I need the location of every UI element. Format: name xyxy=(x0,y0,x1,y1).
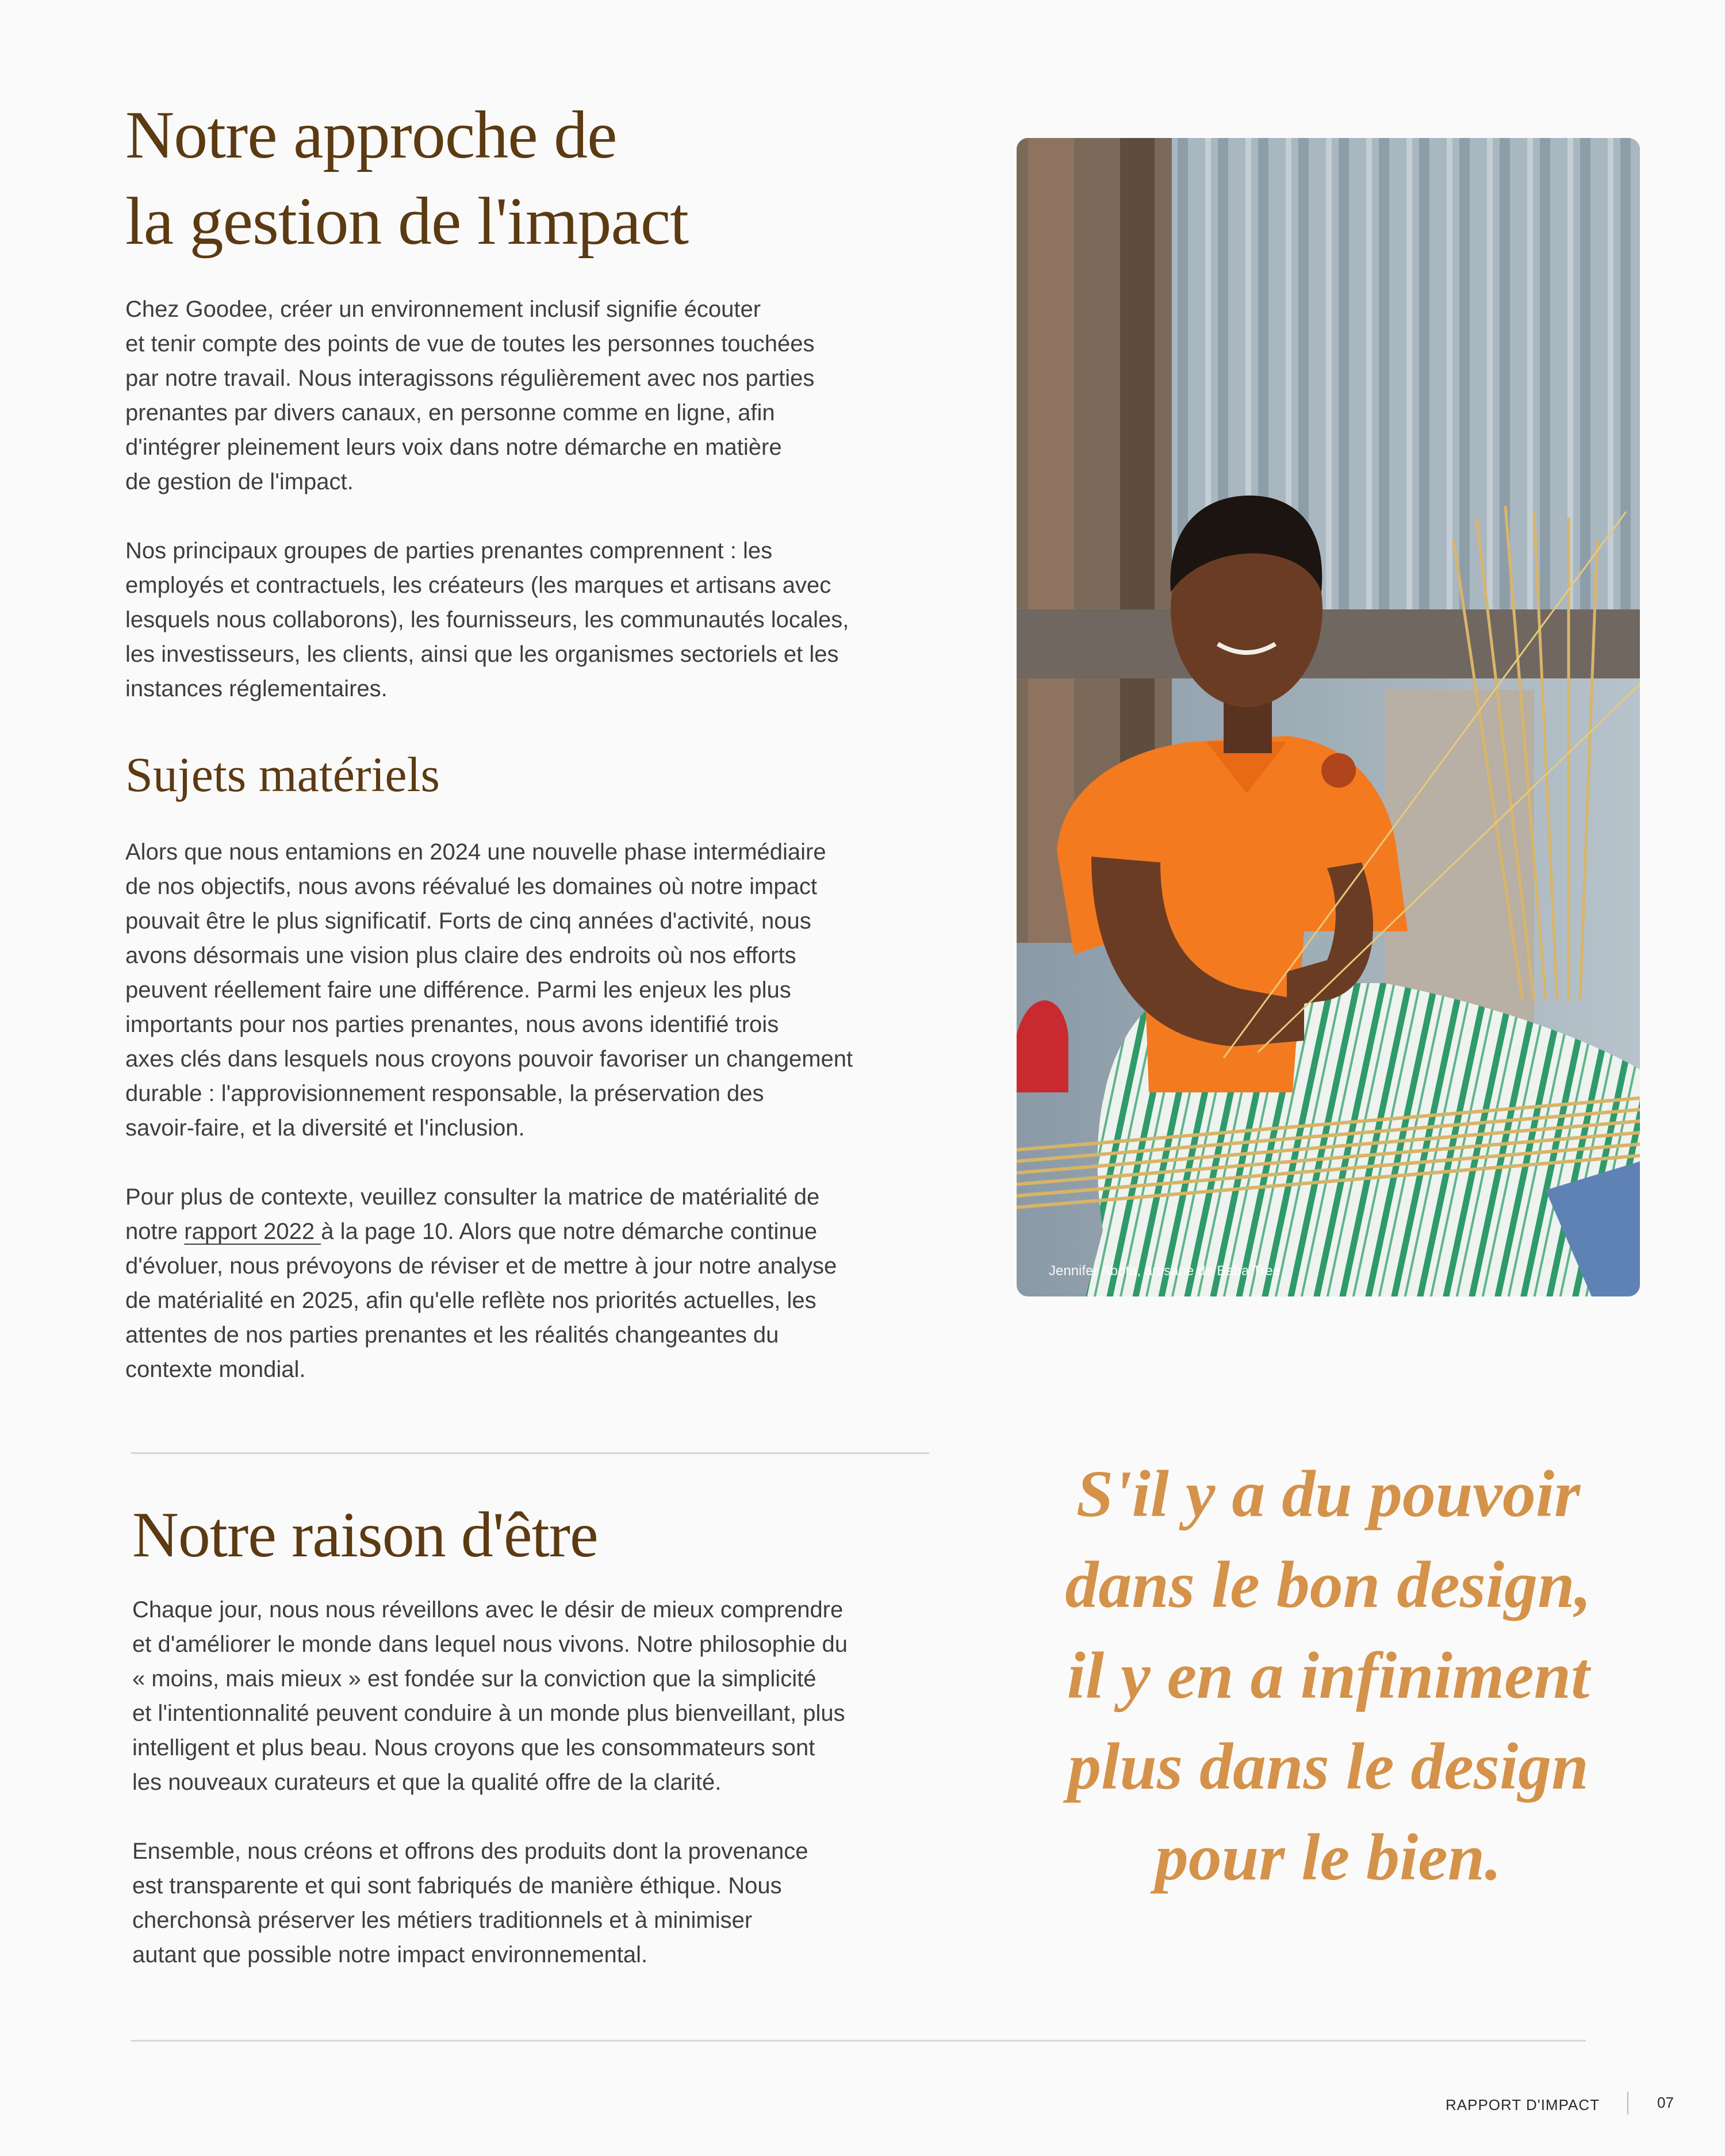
quote-line-1: S'il y a du pouvoir xyxy=(1076,1457,1581,1531)
footer-divider xyxy=(131,2040,1586,2042)
material-paragraph-1: Alors que nous entamions en 2024 une nouvelle phase intermédiaire de nos objectifs, nous avons réévalué les domaines où notre impact pouvait être le plus significatif. Forts de cinq années d'activité, nous avons désormais une vision plus claire des endroits où nos efforts peuvent réellement faire une différence. Parmi les enjeux les plus importants pour nos parties prenantes, nous avons identifié trois axes clés dans lesquels nous croyons pouvoir favoriser un changement durable : l'approvisionnement responsable, la préservation des savoir-faire, et la diversité et l'inclusion. xyxy=(125,839,853,1141)
artisan-photo xyxy=(1017,138,1640,1296)
title-line-1: Notre approche de xyxy=(125,97,617,172)
quote-line-4: plus dans le design xyxy=(1068,1730,1589,1804)
artisan-photo-illustration xyxy=(1017,138,1640,1296)
section-title-material-topics: Sujets matériels xyxy=(125,747,440,802)
material-paragraph-2-end: à la page 10. Alors que notre démarche continue d'évoluer, nous prévoyons de réviser et de mettre à jour notre analyse de matérialité en 2025, afin qu'elle reflète nos priorités actuelles, les attentes de nos parties prenantes et les réalités changeantes du contexte mondial. xyxy=(125,1219,837,1382)
page-number: 07 xyxy=(1657,2094,1674,2111)
approach-paragraph-2: Nos principaux groupes de parties prenantes comprennent : les employés et contractuels, les créateurs (les marques et artisans avec lesquels nous collaborons), les fournisseurs, les communautés locales, les investisseurs, les clients, ainsi que les organismes sectoriels et les instances réglementaires. xyxy=(125,538,849,701)
report-2022-link[interactable]: rapport 2022 xyxy=(184,1219,321,1244)
title-line-2: la gestion de l'impact xyxy=(125,183,689,259)
section-title-purpose: Notre raison d'être xyxy=(132,1499,598,1571)
quote-line-2: dans le bon design, xyxy=(1065,1548,1592,1622)
purpose-paragraph-2: Ensemble, nous créons et offrons des produits dont la provenance est transparente et qui sont fabriqués de manière éthique. Nous cherchonsà préserver les métiers traditionnels et à minimiser autant que possible notre impact environnemental. xyxy=(132,1839,808,1967)
section-divider xyxy=(131,1452,929,1454)
quote-line-3: il y en a infiniment xyxy=(1067,1639,1590,1713)
quote-line-5: pour le bien. xyxy=(1155,1821,1502,1894)
section-title-approach xyxy=(125,92,688,264)
pull-quote xyxy=(1018,1449,1639,1903)
purpose-paragraph-1: Chaque jour, nous nous réveillons avec le désir de mieux comprendre et d'améliorer le monde dans lequel nous vivons. Notre philosophie du « moins, mais mieux » est fondée sur la conviction que la simplicité et l'intentionnalité peuvent conduire à un monde plus bienveillant, plus intelligent et plus beau. Nous croyons que les consommateurs sont les nouveaux curateurs et que la qualité offre de la clarité. xyxy=(132,1597,848,1795)
photo-caption: Jennifer Abota, artisane de Baba Tree xyxy=(1049,1263,1281,1279)
footer-separator xyxy=(1627,2092,1628,2115)
material-paragraph-2 xyxy=(125,1180,988,1387)
footer-report-label: RAPPORT D'IMPACT xyxy=(1445,2096,1600,2113)
material-paragraph-2-start: Pour plus de contexte, veuillez consulter la matrice de matérialité de notre xyxy=(125,1184,820,1244)
approach-paragraph-1: Chez Goodee, créer un environnement inclusif signifie écouter et tenir compte des points de vue de toutes les personnes touchées par notre travail. Nous interagissons régulièrement avec nos parties prenantes par divers canaux, en personne comme en ligne, afin d'intégrer pleinement leurs voix dans notre démarche en matière de gestion de l'impact. xyxy=(125,297,815,494)
